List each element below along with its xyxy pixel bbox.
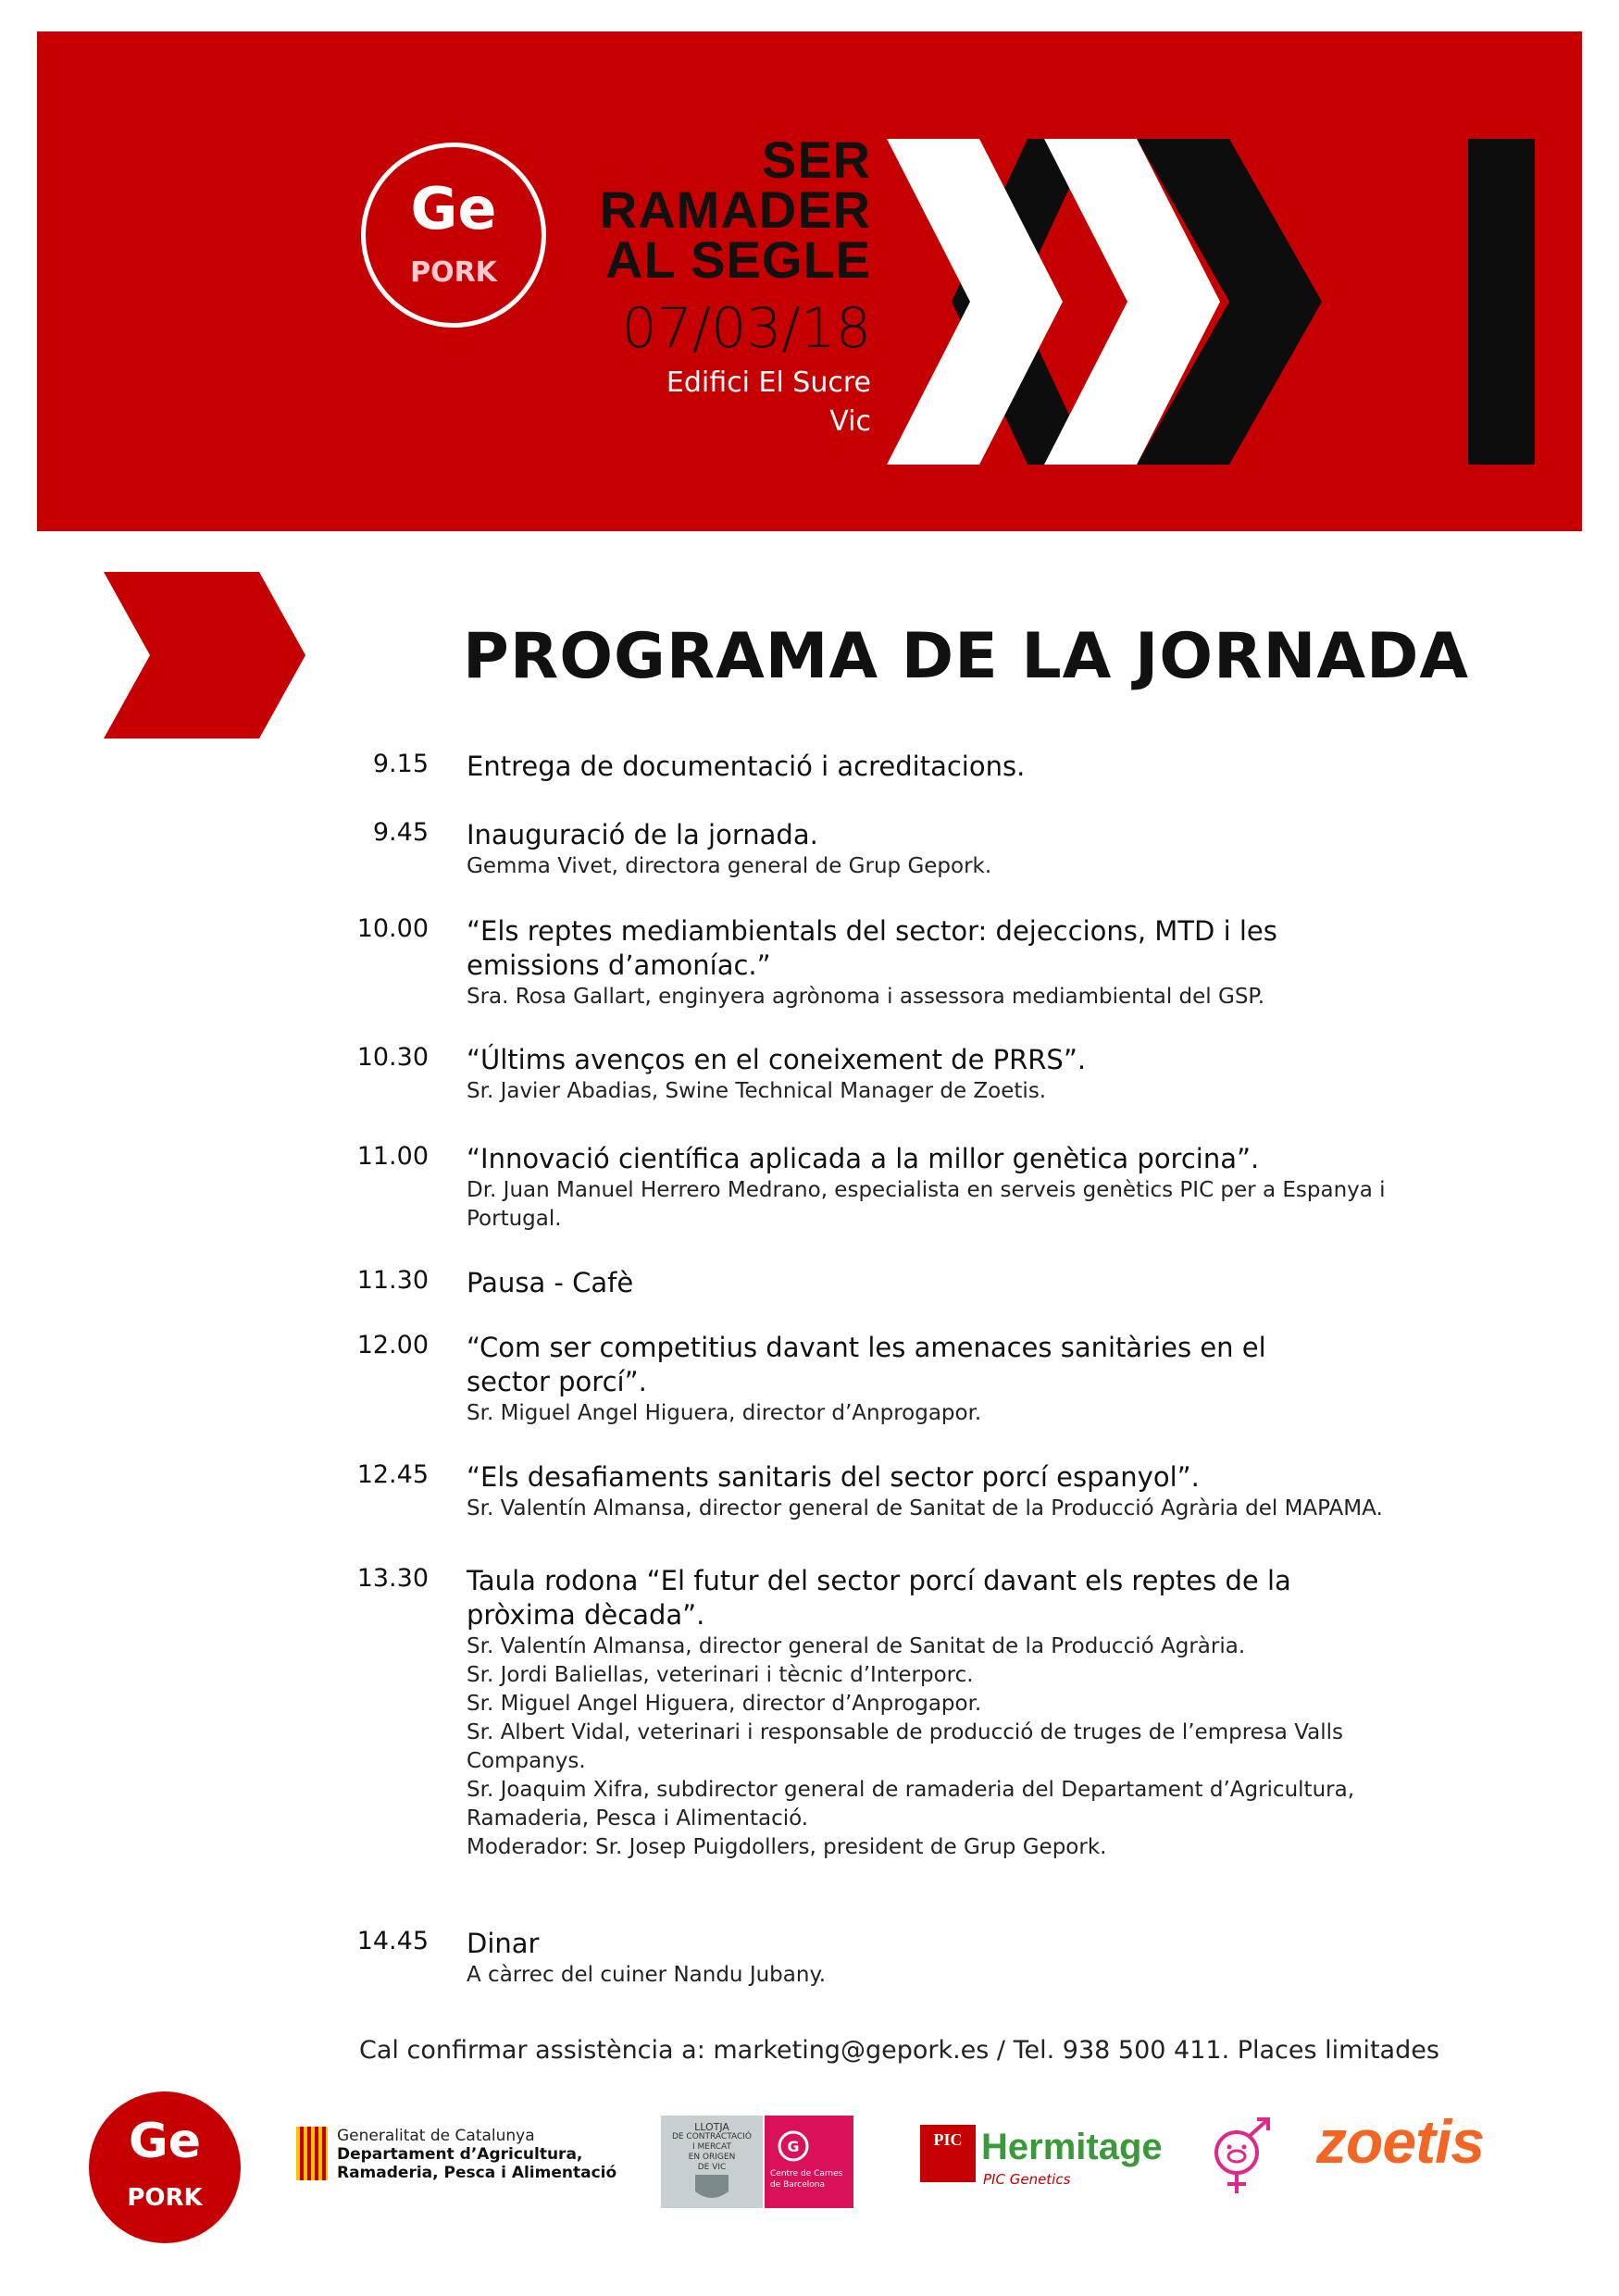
program-item-detail: Dr. Juan Manuel Herrero Medrano, especialista en serveis genètics PIC per a Espanya i Portugal. bbox=[467, 1178, 1386, 1231]
program-item-content bbox=[467, 1331, 1337, 1428]
event-venue-line-2: Vic bbox=[829, 405, 871, 438]
llotja-crest-icon bbox=[693, 2173, 730, 2204]
event-title-line-1: SER bbox=[761, 130, 871, 189]
hermitage-sub-text: PIC Genetics bbox=[983, 2171, 1071, 2188]
program-item-detail: A càrrec del cuiner Nandu Jubany. bbox=[467, 1963, 827, 1987]
hermitage-logo bbox=[981, 2121, 1351, 2195]
event-date: 07/03/18 bbox=[621, 296, 871, 361]
program-item-content bbox=[467, 818, 1448, 881]
event-title-line-2: RAMADER bbox=[599, 180, 871, 239]
pig-gender-icon bbox=[1203, 2116, 1277, 2199]
program-item-detail: Sra. Rosa Gallart, enginyera agrònoma i assessora mediambiental del GSP. bbox=[467, 985, 1265, 1009]
program-item-detail: Sr. Miguel Angel Higuera, director d’Anprogapor. bbox=[467, 1692, 982, 1716]
ccb-ge-icon bbox=[778, 2130, 809, 2162]
llotja-text-5: DE VIC bbox=[697, 2163, 727, 2172]
program-item-detail: Sr. Miguel Angel Higuera, director d’Anprogapor. bbox=[467, 1401, 982, 1425]
program-item-title: “Els desafiaments sanitaris del sector porcí espanyol”. bbox=[467, 1461, 1200, 1493]
ccb-text-1: Centre de Carnes bbox=[770, 2169, 843, 2178]
gepork-footer-logo bbox=[89, 2091, 241, 2243]
senyera-icon bbox=[296, 2127, 328, 2180]
program-item-time: 12.00 bbox=[356, 1331, 429, 1359]
gepork-logo bbox=[361, 143, 546, 328]
event-venue-line-1: Edifici El Sucre bbox=[666, 366, 871, 399]
ccb-logo bbox=[765, 2116, 853, 2208]
event-title-line-3: AL SEGLE bbox=[604, 230, 871, 289]
program-item-time: 11.30 bbox=[356, 1266, 429, 1295]
program-item-title: Pausa - Cafè bbox=[467, 1267, 634, 1298]
program-item-title: Taula rodona “El futur del sector porcí davant els reptes de la pròxima dècada”. bbox=[467, 1565, 1291, 1631]
xxi-graphic bbox=[887, 139, 1553, 465]
left-chevrons-graphic bbox=[104, 572, 305, 738]
program-item-detail: Sr. Joaquim Xifra, subdirector general de ramaderia del Departament d’Agricultura, Ramaderia, Pesca i Alimentació. bbox=[467, 1778, 1355, 1831]
zoetis-logo: zoetis bbox=[1316, 2107, 1485, 2176]
program-item-time: 14.45 bbox=[356, 1927, 429, 1955]
program-item-time: 13.30 bbox=[356, 1564, 429, 1593]
program-item-time: 10.00 bbox=[356, 914, 429, 943]
llotja-text-1: LLOTJA bbox=[694, 2121, 729, 2133]
generalitat-line-1: Generalitat de Catalunya bbox=[337, 2127, 535, 2145]
program-item-time: 9.45 bbox=[372, 818, 429, 847]
program-item-content bbox=[467, 1266, 1448, 1300]
generalitat-line-3: Ramaderia, Pesca i Alimentació bbox=[337, 2164, 617, 2182]
program-item-content bbox=[467, 1460, 1448, 1523]
program-item-content bbox=[467, 1142, 1420, 1234]
program-item-title: “Com ser competitius davant les amenaces sanitàries en el sector porcí”. bbox=[467, 1332, 1266, 1397]
rsvp-note: Cal confirmar assistència a: marketing@gepork.es / Tel. 938 500 411. Places limitades bbox=[359, 2036, 1439, 2065]
program-item-content bbox=[467, 1927, 1448, 1990]
program-title: PROGRAMA DE LA JORNADA bbox=[463, 620, 1470, 693]
program-item-detail: Sr. Albert Vidal, veterinari i responsable de producció de truges de l’empresa Valls Companys. bbox=[467, 1720, 1344, 1773]
event-title-block bbox=[599, 130, 871, 439]
program-item-title: Inauguració de la jornada. bbox=[467, 819, 818, 850]
program-item-time: 11.00 bbox=[356, 1142, 429, 1171]
program-item-title: Entrega de documentació i acreditacions. bbox=[467, 751, 1026, 782]
generalitat-logo bbox=[296, 2125, 639, 2184]
program-item-content bbox=[467, 1564, 1401, 1862]
pic-text: PIC bbox=[933, 2130, 963, 2149]
generalitat-line-2: Departament d’Agricultura, bbox=[337, 2145, 583, 2164]
llotja-text-2: DE CONTRACTACIÓ bbox=[671, 2132, 753, 2141]
ccb-text-2: de Barcelona bbox=[770, 2180, 826, 2190]
hermitage-text: Hermitage bbox=[981, 2127, 1163, 2167]
llotja-text-3: I MERCAT bbox=[691, 2142, 731, 2152]
program-item-detail: Sr. Javier Abadias, Swine Technical Manager de Zoetis. bbox=[467, 1079, 1047, 1103]
footer-logo-ge-text: Ge bbox=[129, 2114, 201, 2169]
xxi-black-bar bbox=[1468, 139, 1535, 465]
program-item-content bbox=[467, 750, 1448, 784]
program-item-title: “Els reptes mediambientals del sector: dejeccions, MTD i les emissions d’amoníac.” bbox=[467, 915, 1277, 981]
program-item-time: 9.15 bbox=[372, 750, 429, 778]
program-item-detail: Sr. Valentín Almansa, director general de Sanitat de la Producció Agrària del MAPAMA. bbox=[467, 1496, 1383, 1520]
header-banner bbox=[37, 31, 1582, 531]
logo-pork-text: PORK bbox=[410, 256, 497, 289]
program-item-time: 12.45 bbox=[356, 1460, 429, 1489]
program-item-title: “Innovació científica aplicada a la millor genètica porcina”. bbox=[467, 1143, 1260, 1174]
program-item-detail: Moderador: Sr. Josep Puigdollers, president de Grup Gepork. bbox=[467, 1835, 1107, 1859]
pic-logo bbox=[920, 2125, 976, 2182]
footer-logo-pork-text: PORK bbox=[127, 2184, 203, 2212]
program-item-detail: Gemma Vivet, directora general de Grup Gepork. bbox=[467, 854, 992, 878]
program-item-detail: Sr. Jordi Baliellas, veterinari i tècnic d’Interporc. bbox=[467, 1663, 974, 1687]
program-item-content bbox=[467, 1043, 1448, 1106]
svg-text:G: G bbox=[787, 2138, 800, 2155]
program-item-content bbox=[467, 914, 1281, 1011]
program-item-title: Dinar bbox=[467, 1928, 540, 1959]
program-item-time: 10.30 bbox=[356, 1043, 429, 1072]
llotja-logo bbox=[661, 2116, 763, 2208]
logo-ge-text: Ge bbox=[410, 175, 497, 242]
llotja-text-4: EN ORIGEN bbox=[688, 2153, 736, 2162]
program-item-detail: Sr. Valentín Almansa, director general de Sanitat de la Producció Agrària. bbox=[467, 1634, 1246, 1658]
program-item-title: “Últims avenços en el coneixement de PRRS”. bbox=[467, 1044, 1087, 1075]
